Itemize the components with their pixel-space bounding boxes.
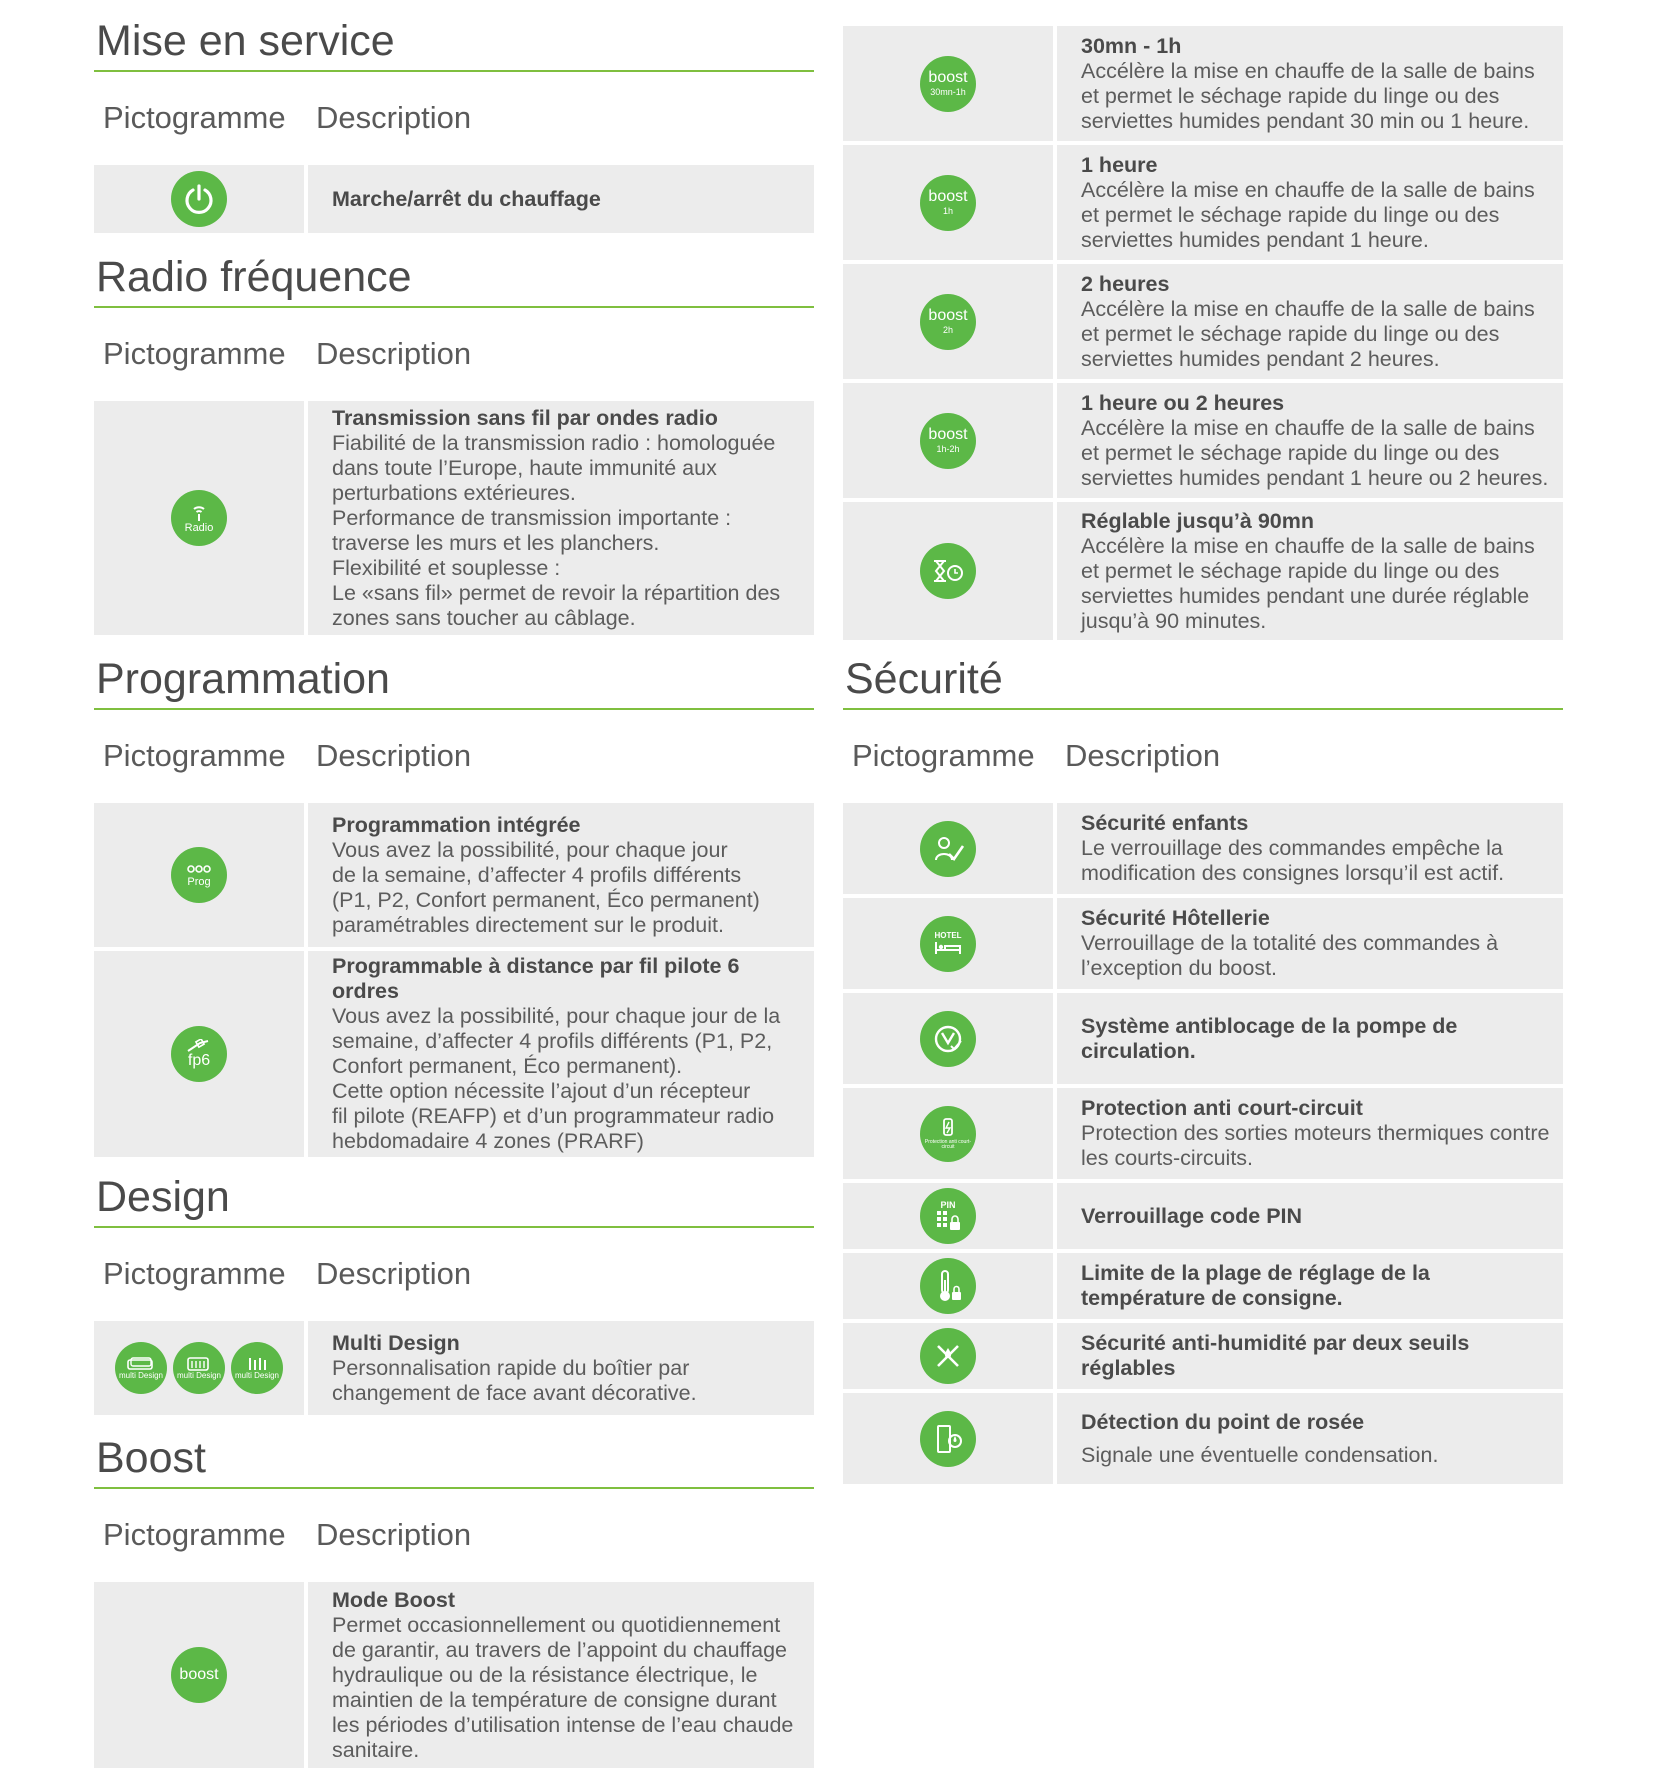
section-boost xyxy=(94,1434,814,1772)
row-title: Limite de la plage de réglage de la température de consigne. xyxy=(1081,1261,1430,1310)
row-title: Mode Boost xyxy=(332,1587,456,1612)
row-text: Accélère la mise en chauffe de la salle de bains et permet le séchage rapide du linge ou des serviettes humides pendant 2 heures. xyxy=(1081,296,1535,371)
row-title: Sécurité Hôtellerie xyxy=(1081,906,1270,930)
row-title: Multi Design xyxy=(332,1330,460,1355)
table-row xyxy=(843,1393,1563,1484)
short-circuit-protection-icon xyxy=(920,1106,976,1162)
row-title: 1 heure ou 2 heures xyxy=(1081,390,1285,415)
radio-icon xyxy=(171,490,227,546)
table-row xyxy=(843,26,1563,141)
boost-icon-label: boost xyxy=(179,1666,219,1683)
table-row xyxy=(843,803,1563,894)
column-header xyxy=(94,336,814,390)
boost-2h-icon xyxy=(920,294,976,350)
row-text: Vous avez la possibilité, pour chaque jour de la semaine, d’affecter 4 profils différents (P1, P2, Confort permanent, Éco permanent) paramétrables directement sur le produit. xyxy=(332,837,760,937)
section-title: Mise en service xyxy=(94,20,814,72)
pin-icon-label: PIN xyxy=(940,1199,956,1210)
row-text: Verrouillage de la totalité des commandes à l’exception du boost. xyxy=(1081,931,1499,980)
table-row xyxy=(843,145,1563,260)
column-header xyxy=(94,1517,814,1571)
table-row xyxy=(94,1582,814,1768)
radio-icon-label: Radio xyxy=(184,521,214,534)
section-title: Programmation xyxy=(94,658,814,710)
boost-icon-label: boost xyxy=(928,426,968,443)
pilot-wire-icon-label: fp6 xyxy=(187,1052,211,1069)
section-title: Radio fréquence xyxy=(94,256,814,308)
header-pictogramme: Pictogramme xyxy=(103,1256,286,1291)
table-row xyxy=(843,1183,1563,1249)
pilot-wire-icon xyxy=(171,1026,227,1082)
row-title: Marche/arrêt du chauffage xyxy=(332,186,601,211)
column-header xyxy=(94,1256,814,1310)
anti-humidity-icon xyxy=(920,1328,976,1384)
short-circuit-icon-label: Protection anti court-circuit xyxy=(924,1138,972,1150)
row-title: Détection du point de rosée xyxy=(1081,1409,1365,1434)
multi-design-icon xyxy=(173,1342,225,1394)
header-description: Description xyxy=(1065,738,1221,773)
thermometer-lock-icon xyxy=(920,1258,976,1314)
table-row xyxy=(843,383,1563,498)
section-mise-en-service xyxy=(94,17,814,237)
table-row xyxy=(843,1088,1563,1179)
multi-design-icon xyxy=(115,1342,167,1394)
programming-icon xyxy=(171,847,227,903)
row-title: 2 heures xyxy=(1081,271,1170,296)
table-row xyxy=(843,502,1563,640)
boost-icon-label: boost xyxy=(928,307,968,324)
boost-30mn-1h-icon xyxy=(920,56,976,112)
row-text-2: Cette option nécessite l’ajout d’un récepteur fil pilote (REAFP) et d’un programmateur radio hebdomadaire 4 zones (PRARF) xyxy=(332,1079,775,1153)
table-row xyxy=(843,898,1563,989)
header-description: Description xyxy=(316,1517,472,1552)
row-title: Réglable jusqu’à 90mn xyxy=(1081,508,1314,533)
header-pictogramme: Pictogramme xyxy=(852,738,1035,773)
header-pictogramme: Pictogramme xyxy=(103,738,286,773)
header-description: Description xyxy=(316,336,472,371)
section-design xyxy=(94,1173,814,1419)
child-safety-icon xyxy=(920,821,976,877)
programming-icon-label: Prog xyxy=(187,875,211,888)
hourglass-timer-icon xyxy=(920,543,976,599)
boost-icon-label: boost xyxy=(928,69,968,86)
table-row xyxy=(843,993,1563,1084)
row-text: Accélère la mise en chauffe de la salle de bains et permet le séchage rapide du linge ou des serviettes humides pendant 30 min ou 1 heure. xyxy=(1081,58,1535,133)
row-text: Accélère la mise en chauffe de la salle de bains et permet le séchage rapide du linge ou des serviettes humides pendant une durée réglable jusqu’à 90 minutes. xyxy=(1081,533,1535,633)
boost-icon xyxy=(171,1647,227,1703)
table-row xyxy=(843,1323,1563,1389)
row-title: Programmable à distance par fil pilote 6 ordres xyxy=(332,954,740,1003)
row-text: Signale une éventuelle condensation. xyxy=(1081,1442,1439,1467)
column-header xyxy=(843,738,1563,792)
boost-icon-duration: 2h xyxy=(942,325,953,335)
table-row xyxy=(94,165,814,233)
row-text: Le verrouillage des commandes empêche la modification des consignes lorsqu’il est actif. xyxy=(1081,836,1505,885)
table-row xyxy=(843,1253,1563,1319)
pump-antiblock-icon xyxy=(920,1011,976,1067)
multi-design-icon-label: multi Design xyxy=(118,1371,163,1380)
table-row xyxy=(843,264,1563,379)
multi-design-icon xyxy=(231,1342,283,1394)
boost-icon-duration: 1h-2h xyxy=(936,444,960,454)
boost-icon-duration: 1h xyxy=(942,206,953,216)
row-title: Sécurité anti-humidité par deux seuils réglables xyxy=(1081,1331,1470,1380)
header-description: Description xyxy=(316,100,472,135)
row-text: Vous avez la possibilité, pour chaque jour de la semaine, d’affecter 4 profils différents (P1, P2, Confort permanent, Éco permanent). xyxy=(332,1004,781,1078)
power-icon xyxy=(171,171,227,227)
row-text: Accélère la mise en chauffe de la salle de bains et permet le séchage rapide du linge ou des serviettes humides pendant 1 heure. xyxy=(1081,177,1535,252)
hotel-bed-icon xyxy=(920,916,976,972)
section-title: Boost xyxy=(94,1437,814,1489)
multi-design-icon-label: multi Design xyxy=(234,1371,279,1380)
header-description: Description xyxy=(316,738,472,773)
row-title: Système antiblocage de la pompe de circulation. xyxy=(1081,1013,1458,1063)
header-pictogramme: Pictogramme xyxy=(103,336,286,371)
table-row xyxy=(94,401,814,635)
row-text: Personnalisation rapide du boîtier par changement de face avant décorative. xyxy=(332,1355,697,1405)
row-title: 30mn - 1h xyxy=(1081,33,1182,58)
dew-point-icon xyxy=(920,1411,976,1467)
table-row xyxy=(94,1321,814,1415)
hotel-icon-label: HOTEL xyxy=(934,930,962,940)
table-row xyxy=(94,803,814,947)
header-pictogramme: Pictogramme xyxy=(103,100,286,135)
row-text: Permet occasionnellement ou quotidiennement de garantir, au travers de l’appoint du chauffage hydraulique ou de la résistance électrique, le maintien de la température de consigne durant les périodes d’utilisation intense de l’eau chaude sanitaire. xyxy=(332,1612,794,1762)
section-title: Design xyxy=(94,1176,814,1228)
row-title: 1 heure xyxy=(1081,152,1158,177)
row-text: Fiabilité de la transmission radio : homologuée dans toute l’Europe, haute immunité aux perturbations extérieures. Performance de transmission importante : traverse les murs et les planchers. Flexibilité et souplesse : Le «sans fil» permet de revoir la répartition des zones sans toucher au câblage. xyxy=(332,430,781,630)
table-row xyxy=(94,951,814,1157)
column-header xyxy=(94,738,814,792)
section-securite xyxy=(843,655,1563,1488)
section-radio-frequence xyxy=(94,253,814,639)
boost-icon-duration: 30mn-1h xyxy=(930,87,966,97)
pin-lock-icon xyxy=(920,1188,976,1244)
row-title: Verrouillage code PIN xyxy=(1081,1203,1303,1228)
row-text: Accélère la mise en chauffe de la salle de bains et permet le séchage rapide du linge ou des serviettes humides pendant 1 heure ou 2 heures. xyxy=(1081,415,1549,490)
multi-design-icon-label: multi Design xyxy=(176,1371,221,1380)
row-title: Protection anti court-circuit xyxy=(1081,1096,1363,1120)
row-title: Programmation intégrée xyxy=(332,812,581,837)
header-pictogramme: Pictogramme xyxy=(103,1517,286,1552)
row-title: Transmission sans fil par ondes radio xyxy=(332,405,718,430)
section-programmation xyxy=(94,655,814,1161)
boost-1h-2h-icon xyxy=(920,413,976,469)
header-description: Description xyxy=(316,1256,472,1291)
section-boost-continued xyxy=(843,26,1563,644)
boost-1h-icon xyxy=(920,175,976,231)
row-text: Protection des sorties moteurs thermiques contre les courts-circuits. xyxy=(1081,1121,1550,1170)
section-title: Sécurité xyxy=(843,658,1563,710)
column-header xyxy=(94,100,814,154)
row-title: Sécurité enfants xyxy=(1081,811,1249,835)
boost-icon-label: boost xyxy=(928,188,968,205)
